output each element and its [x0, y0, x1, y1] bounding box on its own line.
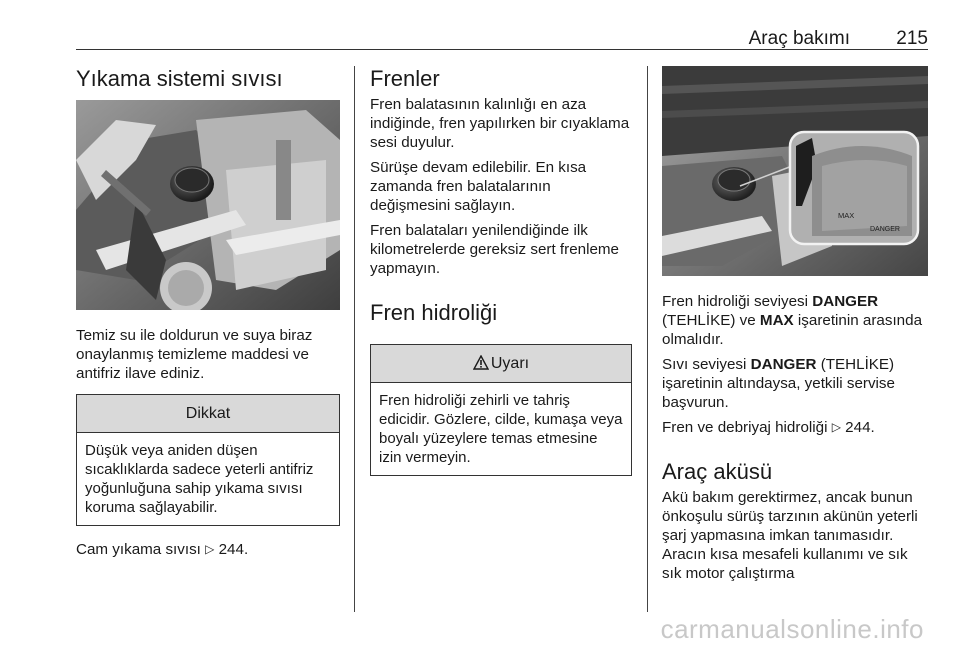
- warning-box-body: [371, 383, 631, 475]
- text-run: Sıvı seviyesi: [662, 356, 747, 373]
- inset-max-label: MAX: [838, 211, 855, 220]
- brakes-paragraph-3: Fren balataları yenilendiğinde ilk kilometrelerde gereksiz sert frenleme yapmayın.: [370, 222, 619, 277]
- washer-reservoir-photo: [76, 100, 340, 310]
- section-heading-battery: Araç aküsü: [662, 459, 773, 484]
- warning-box-title: [371, 345, 631, 383]
- ref-arrow-icon: ▷: [831, 420, 841, 434]
- text-run: Fren hidroliği seviyesi: [662, 293, 809, 310]
- caution-box: [76, 394, 340, 526]
- danger-term: DANGER: [812, 293, 879, 310]
- low-level-paragraph: [662, 355, 928, 412]
- text-run: işaretinin arasında olmalıdır.: [662, 312, 923, 348]
- text-run: (TEHLİKE) ve: [662, 312, 756, 329]
- column-divider-2: [647, 66, 648, 612]
- danger-term: DANGER: [750, 356, 817, 373]
- column-washer-fluid: [76, 66, 340, 559]
- warning-text: Fren hidroliği zehirli ve tahriş edicidir. Gözlere, cilde, kumaşa veya boyalı yüzeylere temas etmesine izin vermeyin.: [379, 392, 623, 466]
- warning-triangle-icon: [473, 355, 489, 370]
- section-heading-brakes: Frenler: [370, 66, 440, 91]
- brake-fluid-reference-label: Fren ve debriyaj hidroliği: [662, 419, 828, 436]
- washer-reservoir-illustration: [76, 100, 340, 310]
- brakes-paragraph-1: Fren balatasının kalınlığı en aza indiğinde, fren yapılırken bir cıyaklama sesi duyulur.: [370, 96, 630, 151]
- brake-fluid-reference-page[interactable]: 244.: [845, 419, 875, 436]
- column-divider-1: [354, 66, 355, 612]
- washer-reference-page[interactable]: 244.: [218, 541, 249, 558]
- column-brake-fluid: [662, 66, 928, 583]
- washer-paragraph: Temiz su ile doldurun ve suya biraz onaylanmış temizleme maddesi ve antifriz ilave ediniz.: [76, 327, 313, 382]
- caution-box-body: [77, 433, 339, 525]
- brake-fluid-reference: [662, 418, 928, 437]
- washer-reference: [76, 540, 340, 559]
- brake-fluid-reservoir-illustration: [662, 66, 928, 276]
- header-title: Araç bakımı: [748, 28, 850, 49]
- inset-danger-label: DANGER: [870, 226, 900, 233]
- washer-reference-label: Cam yıkama sıvısı: [76, 541, 201, 558]
- caution-box-title: Dikkat: [77, 395, 339, 433]
- warning-box-title-text: Uyarı: [490, 355, 530, 372]
- caution-text: Düşük veya aniden düşen sıcaklıklarda sadece yeterli antifriz yoğunluğuna sahip yıkama sıvısı koruma sağlayabilir.: [85, 442, 314, 516]
- fluid-level-paragraph: [662, 292, 928, 349]
- page-header: [76, 22, 928, 50]
- column-brakes: [370, 66, 632, 476]
- watermark: carmanualsonline.info: [660, 614, 924, 644]
- section-heading-brake-fluid: Fren hidroliği: [370, 300, 498, 325]
- brakes-paragraph-2: Sürüşe devam edilebilir. En kısa zamanda fren balatalarının değişmesini sağlayın.: [370, 159, 587, 214]
- page-number: 215: [896, 28, 928, 49]
- text-run: (TEHLİKE) işaretinin altındaysa, yetkili servise başvurun.: [662, 356, 895, 411]
- section-heading-washer: Yıkama sistemi sıvısı: [76, 66, 283, 91]
- header-rule: [76, 49, 928, 50]
- max-term: MAX: [759, 312, 794, 329]
- brake-fluid-photo: [662, 66, 928, 276]
- battery-paragraph: Akü bakım gerektirmez, ancak bunun önkoşulu sürüş tarzının akünün yeterli şarj yapmasına imkan tanımasıdır. Aracın kısa mesafeli kullanımı ve sık sık motor çalıştırma: [662, 489, 918, 582]
- ref-arrow-icon: ▷: [205, 542, 215, 556]
- warning-box: [370, 344, 632, 476]
